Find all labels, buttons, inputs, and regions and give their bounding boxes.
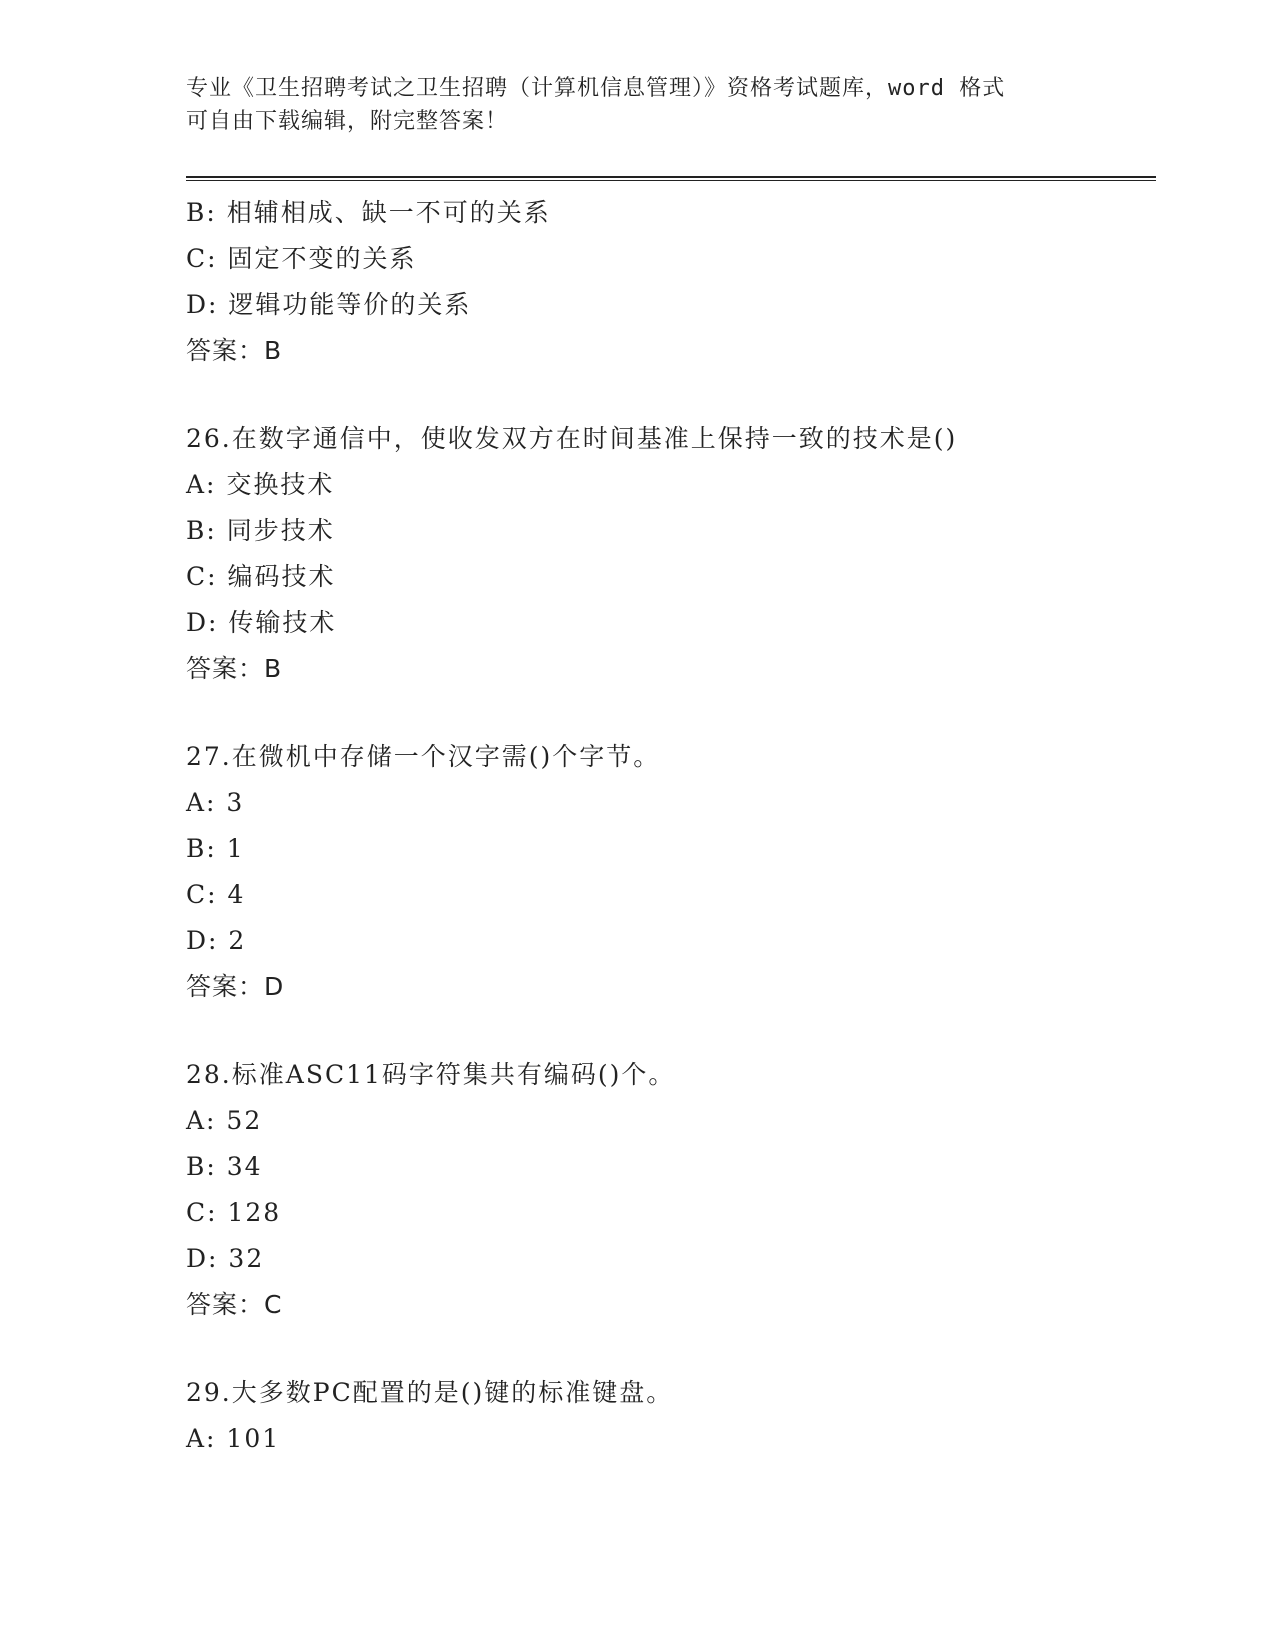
question-stem: 26.在数字通信中，使收发双方在时间基准上保持一致的技术是() <box>186 424 958 453</box>
option-c: C: 4 <box>186 880 246 909</box>
question-27 <box>186 734 1156 1010</box>
question-stem: 29.大多数PC配置的是()键的标准键盘。 <box>186 1378 674 1407</box>
option-b: B: 同步技术 <box>186 516 335 545</box>
option-d: D: 32 <box>186 1244 265 1273</box>
option-d: D: 2 <box>186 926 247 955</box>
header-line-1: 专业《卫生招聘考试之卫生招聘（计算机信息管理）》资格考试题库，word 格式 <box>186 76 1006 101</box>
answer-line: 答案：B <box>186 654 283 683</box>
option-c: C: 编码技术 <box>186 562 336 591</box>
question-28 <box>186 1052 1156 1328</box>
answer-line: 答案：D <box>186 972 285 1001</box>
option-c: C: 128 <box>186 1198 282 1227</box>
option-a: A: 101 <box>186 1424 281 1453</box>
question-26 <box>186 416 1156 692</box>
option-b: B: 34 <box>186 1152 263 1181</box>
question-fragment <box>186 190 1156 374</box>
option-d: D: 逻辑功能等价的关系 <box>186 290 472 319</box>
answer-line: 答案：C <box>186 1290 283 1319</box>
document-page <box>186 0 1156 1650</box>
option-b: B: 1 <box>186 834 245 863</box>
document-header <box>186 72 1086 138</box>
question-stem: 27.在微机中存储一个汉字需()个字节。 <box>186 742 661 771</box>
header-line-2: 可自由下载编辑，附完整答案！ <box>186 109 509 134</box>
header-divider <box>186 176 1156 181</box>
option-c: C: 固定不变的关系 <box>186 244 417 273</box>
answer-line: 答案：B <box>186 336 283 365</box>
question-stem: 28.标准ASC11码字符集共有编码()个。 <box>186 1060 676 1089</box>
option-a: A: 交换技术 <box>186 470 335 499</box>
option-a: A: 52 <box>186 1106 263 1135</box>
question-29 <box>186 1370 1156 1462</box>
option-b: B: 相辅相成、缺一不可的关系 <box>186 198 551 227</box>
option-d: D: 传输技术 <box>186 608 337 637</box>
option-a: A: 3 <box>186 788 245 817</box>
question-list <box>186 190 1156 1462</box>
